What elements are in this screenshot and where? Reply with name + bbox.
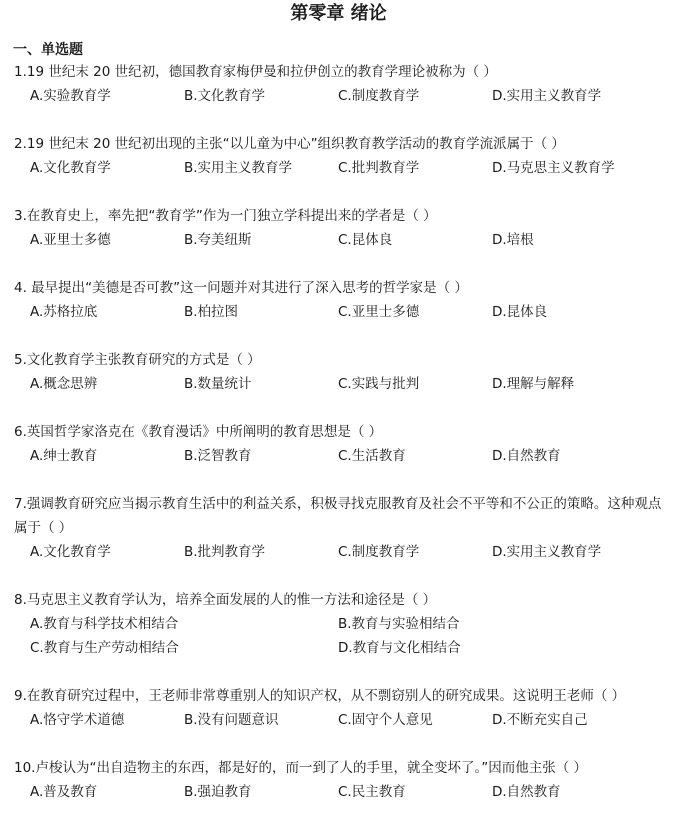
option-c: C.亚里士多德 (338, 304, 420, 320)
option-d: D.自然教育 (492, 448, 561, 464)
question-9 (14, 684, 669, 732)
option-c: C.制度教育学 (338, 88, 420, 104)
option-c: C.民主教育 (338, 784, 406, 800)
option-c: C.固守个人意见 (338, 712, 433, 728)
question-stem: 2.19 世纪末 20 世纪初出现的主张“以儿童为中心”组织教育教学活动的教育学流派属于（ ） (14, 136, 565, 152)
option-a: A.苏格拉底 (30, 304, 98, 320)
option-row (14, 636, 669, 660)
option-c: C.昆体良 (338, 232, 393, 248)
question-8 (14, 588, 669, 660)
question-stem: 1.19 世纪末 20 世纪初，德国教育家梅伊曼和拉伊创立的教育学理论被称为（ ） (14, 64, 497, 80)
option-b: B.夸美纽斯 (184, 232, 252, 248)
option-a: A.教育与科学技术相结合 (30, 616, 179, 632)
option-a: A.绅士教育 (30, 448, 98, 464)
question-4 (14, 276, 669, 324)
question-7 (14, 492, 669, 564)
option-b: B.数量统计 (184, 376, 252, 392)
page-title: 第零章 绪论 (290, 3, 387, 24)
question-10 (14, 756, 669, 804)
option-a: A.实验教育学 (30, 88, 111, 104)
option-d: D.理解与解释 (492, 376, 575, 392)
option-row (14, 372, 669, 396)
question-stem: 10.卢梭认为“出自造物主的东西，都是好的，而一到了人的手里，就全变坏了。”因而他主张（ ） (14, 760, 587, 776)
option-row (14, 84, 669, 108)
question-5 (14, 348, 669, 396)
option-d: D.实用主义教育学 (492, 544, 602, 560)
question-3 (14, 204, 669, 252)
option-c: C.制度教育学 (338, 544, 420, 560)
option-c: C.批判教育学 (338, 160, 420, 176)
option-b: B.强迫教育 (184, 784, 252, 800)
option-b: B.实用主义教育学 (184, 160, 293, 176)
question-stem: 5.文化教育学主张教育研究的方式是（ ） (14, 352, 261, 368)
option-a: A.文化教育学 (30, 544, 111, 560)
option-b: B.没有问题意识 (184, 712, 279, 728)
question-stem: 8.马克思主义教育学认为，培养全面发展的人的惟一方法和途径是（ ） (14, 592, 437, 608)
option-row (14, 228, 669, 252)
question-1 (14, 60, 669, 108)
option-d: D.实用主义教育学 (492, 88, 602, 104)
option-d: D.不断充实自己 (492, 712, 588, 728)
question-stem: 3.在教育史上，率先把“教育学”作为一门独立学科提出来的学者是（ ） (14, 208, 437, 224)
option-row (14, 156, 669, 180)
option-row (14, 300, 669, 324)
option-d: D.昆体良 (492, 304, 548, 320)
question-stem: 4. 最早提出“美德是否可教”这一问题并对其进行了深入思考的哲学家是（ ） (14, 280, 468, 296)
option-row (14, 612, 669, 636)
question-stem: 7.强调教育研究应当揭示教育生活中的利益关系，积极寻找克服教育及社会不平等和不公正的策略。这种观点属于（ ） (14, 496, 662, 536)
option-a: A.文化教育学 (30, 160, 111, 176)
option-d: D.培根 (492, 232, 534, 248)
option-a: A.概念思辨 (30, 376, 98, 392)
option-c: C.教育与生产劳动相结合 (30, 640, 179, 656)
option-row (14, 708, 669, 732)
option-a: A.恪守学术道德 (30, 712, 125, 728)
option-a: A.亚里士多德 (30, 232, 111, 248)
option-c: C.生活教育 (338, 448, 406, 464)
option-b: B.柏拉图 (184, 304, 239, 320)
section-heading: 一、单选题 (13, 42, 83, 58)
option-b: B.泛智教育 (184, 448, 252, 464)
option-d: D.教育与文化相结合 (338, 640, 461, 656)
option-row (14, 780, 669, 804)
question-6 (14, 420, 669, 468)
option-a: A.普及教育 (30, 784, 98, 800)
option-row (14, 540, 669, 564)
option-b: B.教育与实验相结合 (338, 616, 460, 632)
question-stem: 6.英国哲学家洛克在《教育漫话》中所阐明的教育思想是（ ） (14, 424, 383, 440)
option-d: D.马克思主义教育学 (492, 160, 615, 176)
question-stem: 9.在教育研究过程中，王老师非常尊重别人的知识产权，从不剽窃别人的研究成果。这说明王老师（ ） (14, 688, 626, 704)
option-d: D.自然教育 (492, 784, 561, 800)
option-row (14, 444, 669, 468)
question-2 (14, 132, 669, 180)
option-b: B.批判教育学 (184, 544, 266, 560)
option-b: B.文化教育学 (184, 88, 266, 104)
option-c: C.实践与批判 (338, 376, 420, 392)
